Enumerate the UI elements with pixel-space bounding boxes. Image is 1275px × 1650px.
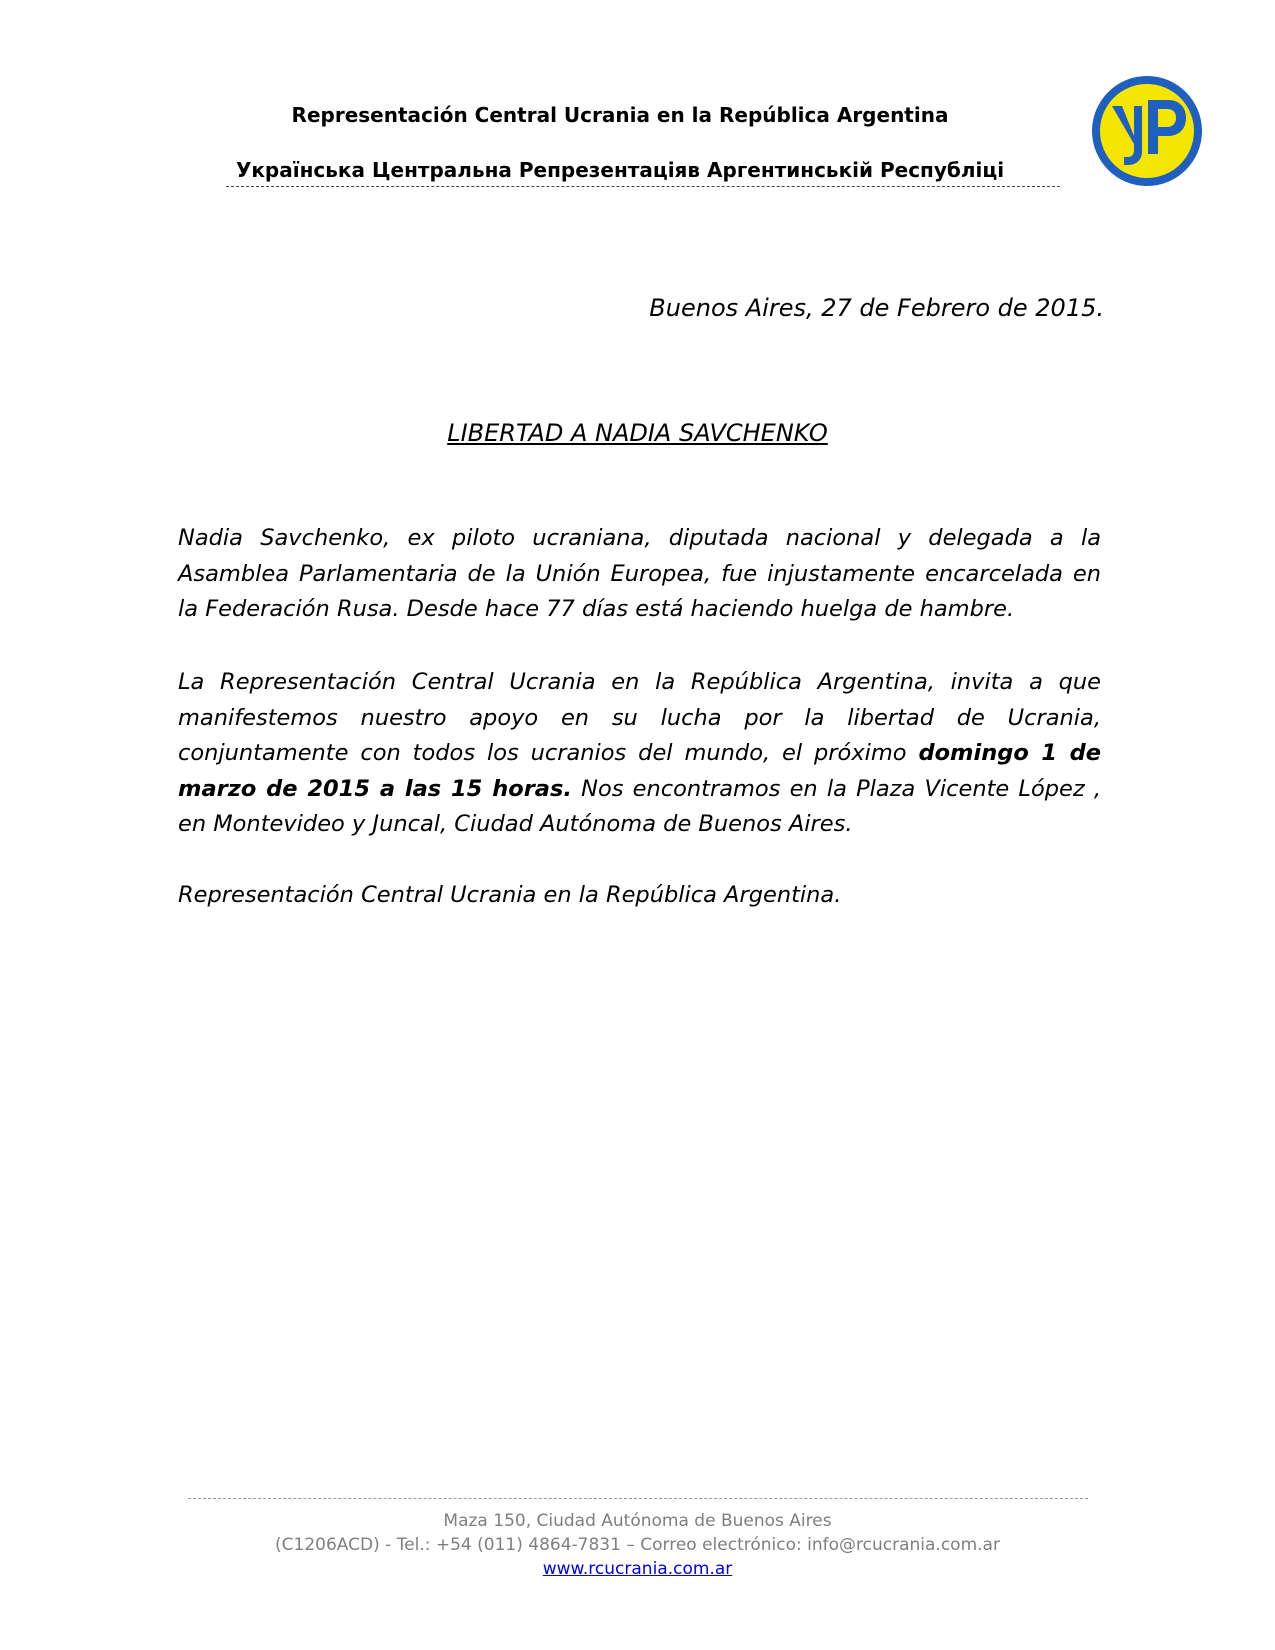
- header-divider: [226, 186, 1060, 187]
- header-title-spanish: Representación Central Ucrania en la República Argentina: [291, 103, 949, 127]
- organization-logo: [1090, 74, 1204, 188]
- body-paragraph-1: Nadia Savchenko, ex piloto ucraniana, diputada nacional y delegada a la Asamblea Parlamentaria de la Unión Europea, fue injustamente encarcelada en la Federación Rusa. Desde hace 77 días está haciendo huelga de hambre.: [178, 525, 1101, 622]
- footer-contact: (C1206ACD) - Tel.: +54 (011) 4864-7831 – Correo electrónico: info@rcucrania.com.ar: [275, 1535, 1000, 1555]
- paragraph-2-text-start: La Representación Central Ucrania en la República Argentina, invita a que manifestemos nuestro apoyo en su lucha por la libertad de Ucrania, conjuntamente con todos los ucranios del mundo, el próximo: [178, 669, 1101, 766]
- event-datetime: domingo 1 de marzo de 2015 a las 15 horas.: [178, 740, 1101, 802]
- header-title-ukrainian: Українська Центральна Репрезентаціяв Аргентинській Республіці: [235, 158, 1005, 182]
- body-paragraph-2: [178, 665, 1101, 843]
- footer-divider: [188, 1498, 1088, 1499]
- document-title: LIBERTAD A NADIA SAVCHENKO: [447, 419, 828, 447]
- footer-address: Maza 150, Ciudad Autónoma de Buenos Aires: [443, 1511, 832, 1531]
- document-date: Buenos Aires, 27 de Febrero de 2015.: [649, 294, 1104, 322]
- signature-line: Representación Central Ucrania en la República Argentina.: [178, 882, 842, 908]
- website-link[interactable]: www.rcucrania.com.ar: [542, 1559, 733, 1579]
- footer-website-row: [0, 1559, 1275, 1579]
- paragraph-2-text-end: Nos encontramos en la Plaza Vicente López , en Montevideo y Juncal, Ciudad Autónoma de Buenos Aires.: [178, 775, 1101, 837]
